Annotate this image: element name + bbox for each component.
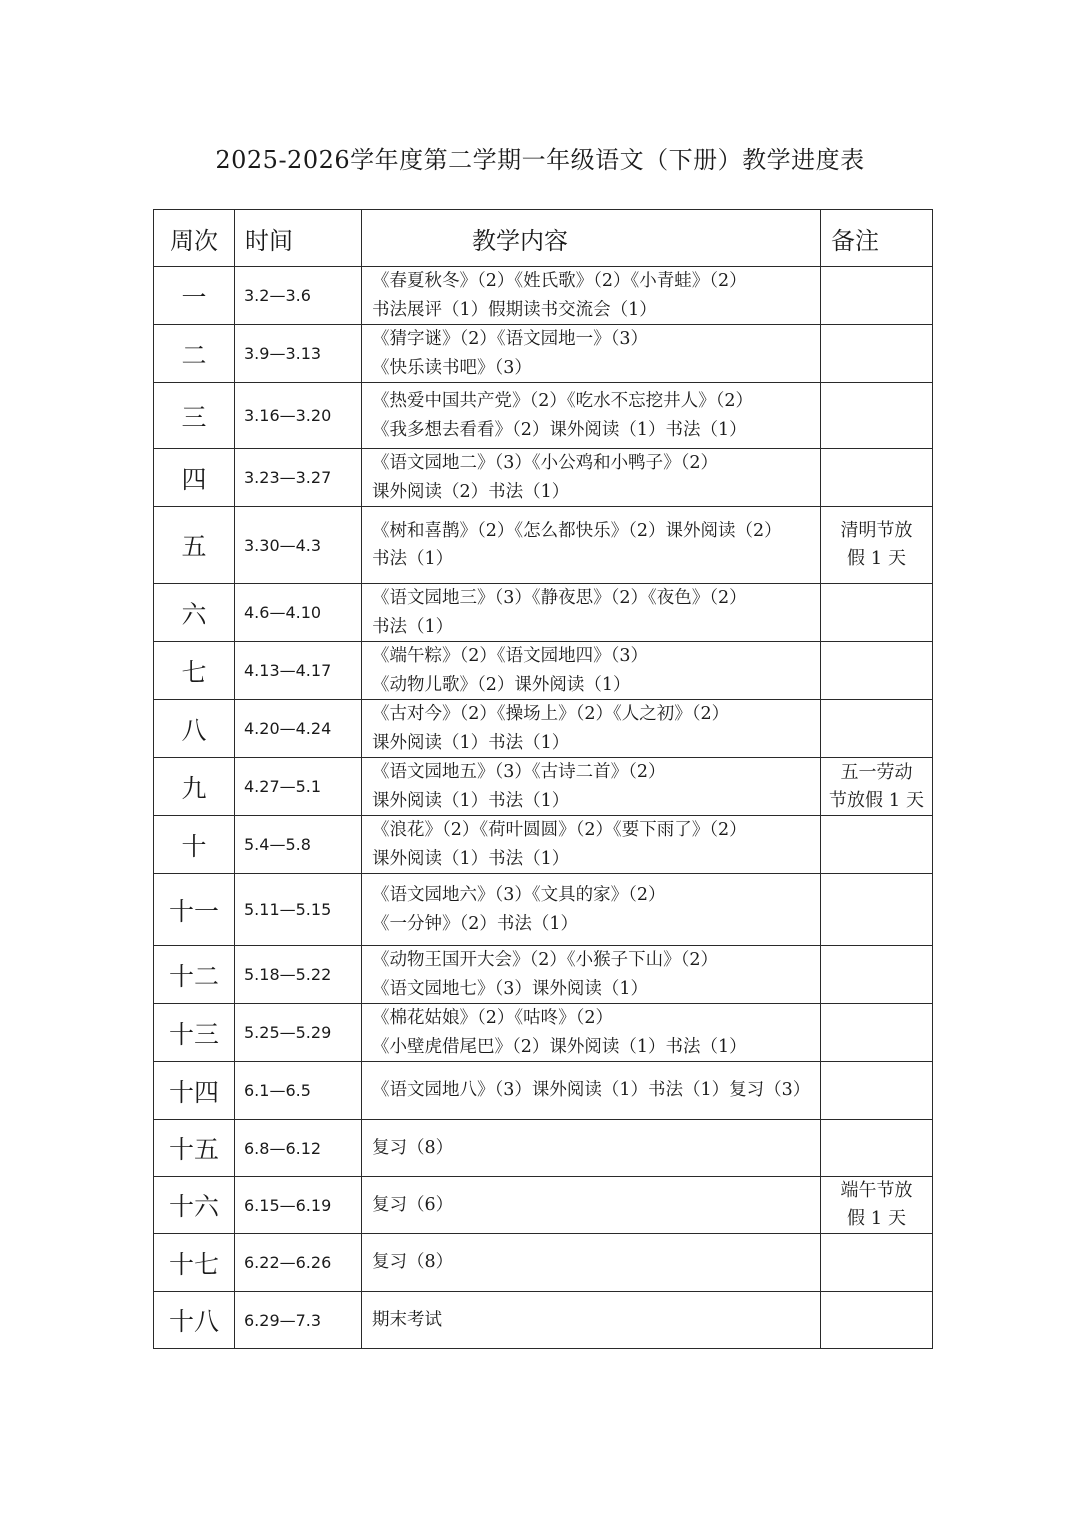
remark-cell — [821, 700, 933, 758]
content-cell — [362, 449, 821, 507]
time-cell: 4.27—5.1 — [235, 758, 362, 816]
table-row — [154, 1004, 933, 1062]
table-row — [154, 383, 933, 449]
content-line: 《语文园地七》（3）课外阅读（1） — [372, 978, 649, 999]
time-cell: 5.11—5.15 — [235, 874, 362, 946]
remark-cell — [821, 1062, 933, 1120]
content-cell — [362, 507, 821, 584]
content-cell — [362, 874, 821, 946]
content-line: 课外阅读（1）书法（1） — [372, 848, 570, 869]
header-row — [154, 210, 933, 267]
time-cell: 5.18—5.22 — [235, 946, 362, 1004]
week-cell: 三 — [154, 383, 235, 449]
week-cell: 六 — [154, 584, 235, 642]
table-row — [154, 449, 933, 507]
table-row — [154, 584, 933, 642]
content-cell — [362, 584, 821, 642]
schedule-table-body — [154, 210, 933, 1349]
table-row — [154, 946, 933, 1004]
remark-cell — [821, 383, 933, 449]
remark-cell — [821, 267, 933, 325]
content-cell — [362, 700, 821, 758]
content-line: 《语文园地六》（3）《文具的家》（2） — [372, 885, 666, 905]
content-line: 《语文园地二》（3）《小公鸡和小鸭子》（2） — [372, 453, 719, 473]
content-cell — [362, 946, 821, 1004]
remark-line: 节放假 1 天 — [829, 789, 924, 811]
header-content: 教学内容 — [362, 210, 821, 267]
week-cell: 十五 — [154, 1120, 235, 1177]
content-line: 《棉花姑娘》（2）《咕咚》（2） — [372, 1008, 614, 1028]
content-line: 《端午粽》（2）《语文园地四》（3） — [372, 646, 649, 666]
content-line: 书法展评（1）假期读书交流会（1） — [372, 299, 657, 320]
content-cell — [362, 1062, 821, 1120]
remark-cell — [821, 325, 933, 383]
table-row — [154, 1234, 933, 1292]
content-line: 《小壁虎借尾巴》（2）课外阅读（1）书法（1） — [372, 1036, 747, 1057]
remark-cell — [821, 1234, 933, 1292]
remark-cell — [821, 449, 933, 507]
schedule-table — [153, 209, 933, 1349]
week-cell: 十四 — [154, 1062, 235, 1120]
remark-line: 端午节放 — [840, 1180, 913, 1201]
content-line: 复习（8） — [372, 1252, 454, 1273]
remark-cell — [821, 946, 933, 1004]
content-line: 《猜字谜》（2）《语文园地一》（3） — [372, 329, 649, 349]
remark-cell — [821, 816, 933, 874]
content-line: 复习（6） — [372, 1194, 454, 1215]
table-row — [154, 874, 933, 946]
content-line: 《快乐读书吧》（3） — [372, 357, 532, 378]
week-cell: 十 — [154, 816, 235, 874]
remark-cell — [821, 1004, 933, 1062]
content-line: 《我多想去看看》（2）课外阅读（1）书法（1） — [372, 419, 747, 440]
remark-line: 假 1 天 — [847, 548, 906, 569]
time-cell: 4.13—4.17 — [235, 642, 362, 700]
content-cell — [362, 383, 821, 449]
remark-cell — [821, 1120, 933, 1177]
time-cell: 3.16—3.20 — [235, 383, 362, 449]
time-cell: 6.22—6.26 — [235, 1234, 362, 1292]
content-line: 《语文园地三》（3）《静夜思》（2）《夜色》（2） — [372, 588, 747, 608]
table-row — [154, 1062, 933, 1120]
time-cell: 6.29—7.3 — [235, 1292, 362, 1349]
table-row — [154, 267, 933, 325]
time-cell: 3.2—3.6 — [235, 267, 362, 325]
content-line: 《树和喜鹊》（2）《怎么都快乐》（2）课外阅读（2） — [372, 520, 782, 541]
week-cell: 十一 — [154, 874, 235, 946]
time-cell: 5.25—5.29 — [235, 1004, 362, 1062]
remark-cell — [821, 584, 933, 642]
week-cell: 四 — [154, 449, 235, 507]
content-cell — [362, 1177, 821, 1234]
content-line: 《浪花》（2）《荷叶圆圆》（2）《要下雨了》（2） — [372, 820, 747, 840]
table-row — [154, 507, 933, 584]
time-cell: 6.1—6.5 — [235, 1062, 362, 1120]
page-title: 2025-2026学年度第二学期一年级语文（下册）教学进度表 — [215, 146, 865, 174]
content-line: 课外阅读（1）书法（1） — [372, 732, 570, 753]
content-line: 复习（8） — [372, 1137, 454, 1158]
content-line: 《动物儿歌》（2）课外阅读（1） — [372, 674, 631, 695]
content-cell — [362, 1004, 821, 1062]
table-row — [154, 1177, 933, 1234]
week-cell: 十八 — [154, 1292, 235, 1349]
content-line: 《动物王国开大会》（2）《小猴子下山》（2） — [372, 950, 719, 970]
week-cell: 十七 — [154, 1234, 235, 1292]
content-cell — [362, 1292, 821, 1349]
week-cell: 十二 — [154, 946, 235, 1004]
header-time: 时间 — [235, 210, 362, 267]
content-line: 期末考试 — [372, 1309, 442, 1330]
content-line: 《热爱中国共产党》（2）《吃水不忘挖井人》（2） — [372, 391, 754, 411]
content-cell — [362, 1120, 821, 1177]
content-line: 《古对今》（2）《操场上》（2）《人之初》（2） — [372, 704, 730, 724]
week-cell: 二 — [154, 325, 235, 383]
header-week: 周次 — [154, 210, 235, 267]
table-row — [154, 758, 933, 816]
week-cell: 九 — [154, 758, 235, 816]
table-row — [154, 642, 933, 700]
time-cell: 5.4—5.8 — [235, 816, 362, 874]
content-line: 书法（1） — [372, 616, 454, 637]
content-cell — [362, 267, 821, 325]
week-cell: 五 — [154, 507, 235, 584]
time-cell: 4.20—4.24 — [235, 700, 362, 758]
time-cell: 6.8—6.12 — [235, 1120, 362, 1177]
remark-cell — [821, 758, 933, 816]
content-line: 《春夏秋冬》（2）《姓氏歌》（2）《小青蛙》（2） — [372, 271, 747, 291]
remark-line: 五一劳动 — [840, 761, 913, 783]
time-cell: 6.15—6.19 — [235, 1177, 362, 1234]
week-cell: 一 — [154, 267, 235, 325]
content-cell — [362, 1234, 821, 1292]
content-line: 课外阅读（1）书法（1） — [372, 790, 570, 811]
week-cell: 七 — [154, 642, 235, 700]
time-cell: 4.6—4.10 — [235, 584, 362, 642]
remark-cell — [821, 642, 933, 700]
header-remark: 备注 — [821, 210, 933, 267]
remark-cell — [821, 874, 933, 946]
time-cell: 3.30—4.3 — [235, 507, 362, 584]
table-row — [154, 1292, 933, 1349]
remark-cell — [821, 1292, 933, 1349]
content-line: 课外阅读（2）书法（1） — [372, 481, 570, 502]
remark-line: 假 1 天 — [847, 1208, 906, 1229]
table-row — [154, 700, 933, 758]
content-cell — [362, 325, 821, 383]
week-cell: 十六 — [154, 1177, 235, 1234]
content-line: 《语文园地五》（3）《古诗二首》（2） — [372, 762, 666, 782]
content-cell — [362, 816, 821, 874]
content-line: 《语文园地八》（3）课外阅读（1）书法（1）复习（3） — [372, 1080, 811, 1101]
table-row — [154, 1120, 933, 1177]
remark-line: 清明节放 — [840, 520, 913, 541]
content-cell — [362, 758, 821, 816]
table-row — [154, 816, 933, 874]
time-cell: 3.23—3.27 — [235, 449, 362, 507]
content-line: 书法（1） — [372, 549, 454, 569]
remark-cell — [821, 1177, 933, 1234]
week-cell: 十三 — [154, 1004, 235, 1062]
content-line: 《一分钟》（2）书法（1） — [372, 913, 579, 934]
table-row — [154, 325, 933, 383]
content-cell — [362, 642, 821, 700]
remark-cell — [821, 507, 933, 584]
week-cell: 八 — [154, 700, 235, 758]
time-cell: 3.9—3.13 — [235, 325, 362, 383]
